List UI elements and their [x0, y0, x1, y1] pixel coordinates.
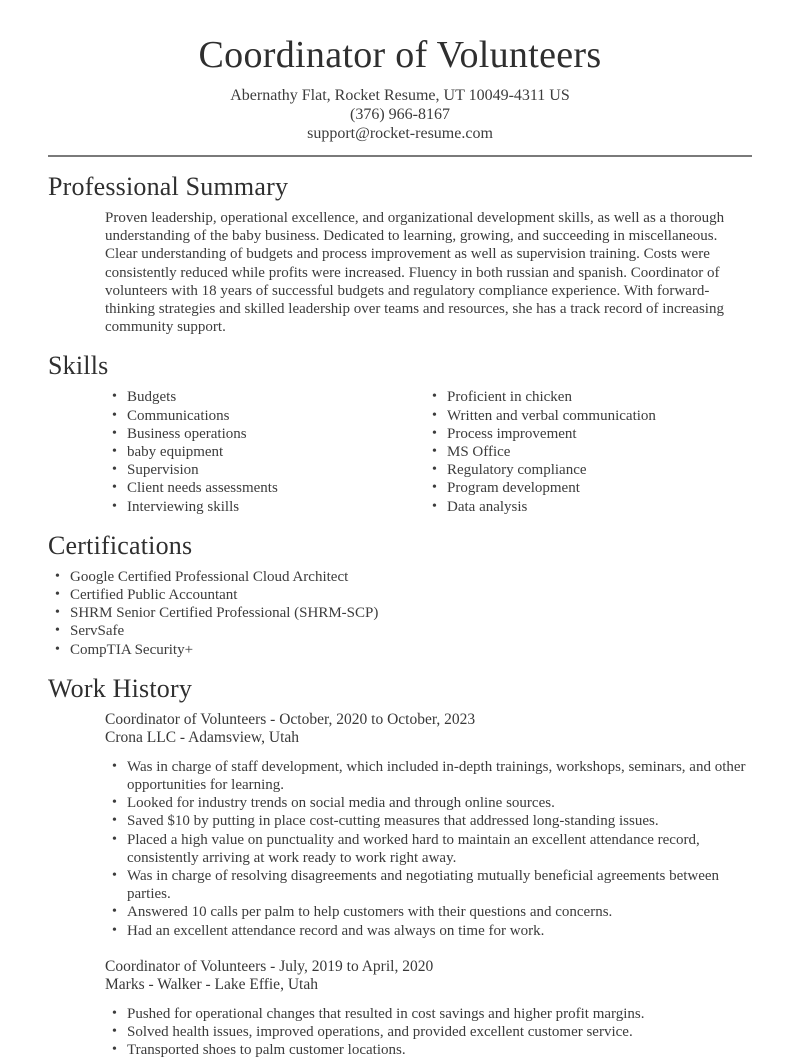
job-title-line: Coordinator of Volunteers - October, 2020 to October, 2023 [105, 710, 476, 728]
job-bullet: • Looked for industry trends on social media and through online sources. [105, 794, 752, 812]
skills-columns [105, 388, 752, 515]
job-head [105, 711, 752, 748]
skill-item: • Proficient in chicken [425, 388, 752, 406]
header-divider [48, 155, 752, 157]
section-skills [48, 352, 752, 515]
skills-title: Skills [48, 351, 109, 381]
job-company-line: Marks - Walker - Lake Effie, Utah [105, 976, 318, 994]
certification-item: • CompTIA Security+ [48, 641, 752, 659]
job-entry [48, 711, 752, 940]
job-bullets [105, 1005, 752, 1060]
skill-item: • Business operations [105, 425, 425, 443]
skills-list-right [425, 388, 752, 515]
job-bullet: • Placed a high value on punctuality and worked hard to maintain an excellent attendance record, consistently arriving at work ready to work right away. [105, 831, 752, 867]
job-bullet: • Saved $10 by putting in place cost-cutting measures that addressed long-standing issues. [105, 812, 752, 830]
contact-phone: (376) 966-8167 [350, 106, 450, 123]
skill-item: • Supervision [105, 461, 425, 479]
section-professional-summary [48, 173, 752, 336]
skill-item: • Budgets [105, 388, 425, 406]
section-certifications [48, 532, 752, 659]
job-bullets [105, 758, 752, 940]
certification-item: • Certified Public Accountant [48, 586, 752, 604]
contact-address: Abernathy Flat, Rocket Resume, UT 10049-4311 US [230, 87, 570, 104]
certification-item: • Google Certified Professional Cloud Architect [48, 568, 752, 586]
skill-item: • baby equipment [105, 443, 425, 461]
skill-item: • Data analysis [425, 498, 752, 516]
contact-email: support@rocket-resume.com [307, 125, 493, 142]
job-bullet: • Was in charge of resolving disagreements and negotiating mutually beneficial agreements between parties. [105, 867, 752, 903]
work-history-jobs [48, 711, 752, 1060]
skill-item: • Written and verbal communication [425, 407, 752, 425]
job-company-line: Crona LLC - Adamsview, Utah [105, 729, 299, 747]
skill-item: • Client needs assessments [105, 479, 425, 497]
resume-title: Coordinator of Volunteers [198, 34, 602, 76]
certification-item: • ServSafe [48, 622, 752, 640]
section-work-history [48, 675, 752, 1060]
job-entry [48, 958, 752, 1060]
work-history-title: Work History [48, 673, 193, 703]
job-head [105, 958, 752, 995]
contact-block [48, 86, 752, 143]
skill-item: • Program development [425, 479, 752, 497]
skill-item: • Interviewing skills [105, 498, 425, 516]
professional-summary-text: Proven leadership, operational excellence, and organizational development skills, as well as a thorough understanding of the baby business. Dedicated to learning, growing, and succeeding in miscellaneous. Clear understanding of budgets and process improvement as well as supervision training. Costs were consistently reduced while profits were increased. Fluency in both russian and spanish. Coordinator of volunteers with 18 years of successful budgets and regulatory compliance experience. With forward-thinking strategies and skilled leadership over teams and resources, she has a track record of increasing community support. [105, 210, 725, 336]
job-bullet: • Had an excellent attendance record and was always on time for work. [105, 922, 752, 940]
job-title-line: Coordinator of Volunteers - July, 2019 to April, 2020 [105, 957, 434, 975]
professional-summary-title: Professional Summary [48, 172, 289, 201]
job-bullet: • Solved health issues, improved operations, and provided excellent customer service. [105, 1023, 752, 1041]
certification-item: • SHRM Senior Certified Professional (SHRM-SCP) [48, 604, 752, 622]
skill-item: • Communications [105, 407, 425, 425]
certifications-list [48, 568, 752, 659]
job-bullet: • Transported shoes to palm customer locations. [105, 1041, 752, 1059]
certifications-title: Certifications [48, 530, 193, 560]
skill-item: • Regulatory compliance [425, 461, 752, 479]
job-bullet: • Was in charge of staff development, which included in-depth trainings, workshops, seminars, and other opportunities for learning. [105, 758, 752, 794]
resume-header [48, 32, 752, 143]
job-bullet: • Pushed for operational changes that resulted in cost savings and higher profit margins. [105, 1005, 752, 1023]
skills-list-left [105, 388, 425, 515]
skill-item: • MS Office [425, 443, 752, 461]
job-bullet: • Answered 10 calls per palm to help customers with their questions and concerns. [105, 903, 752, 921]
skill-item: • Process improvement [425, 425, 752, 443]
